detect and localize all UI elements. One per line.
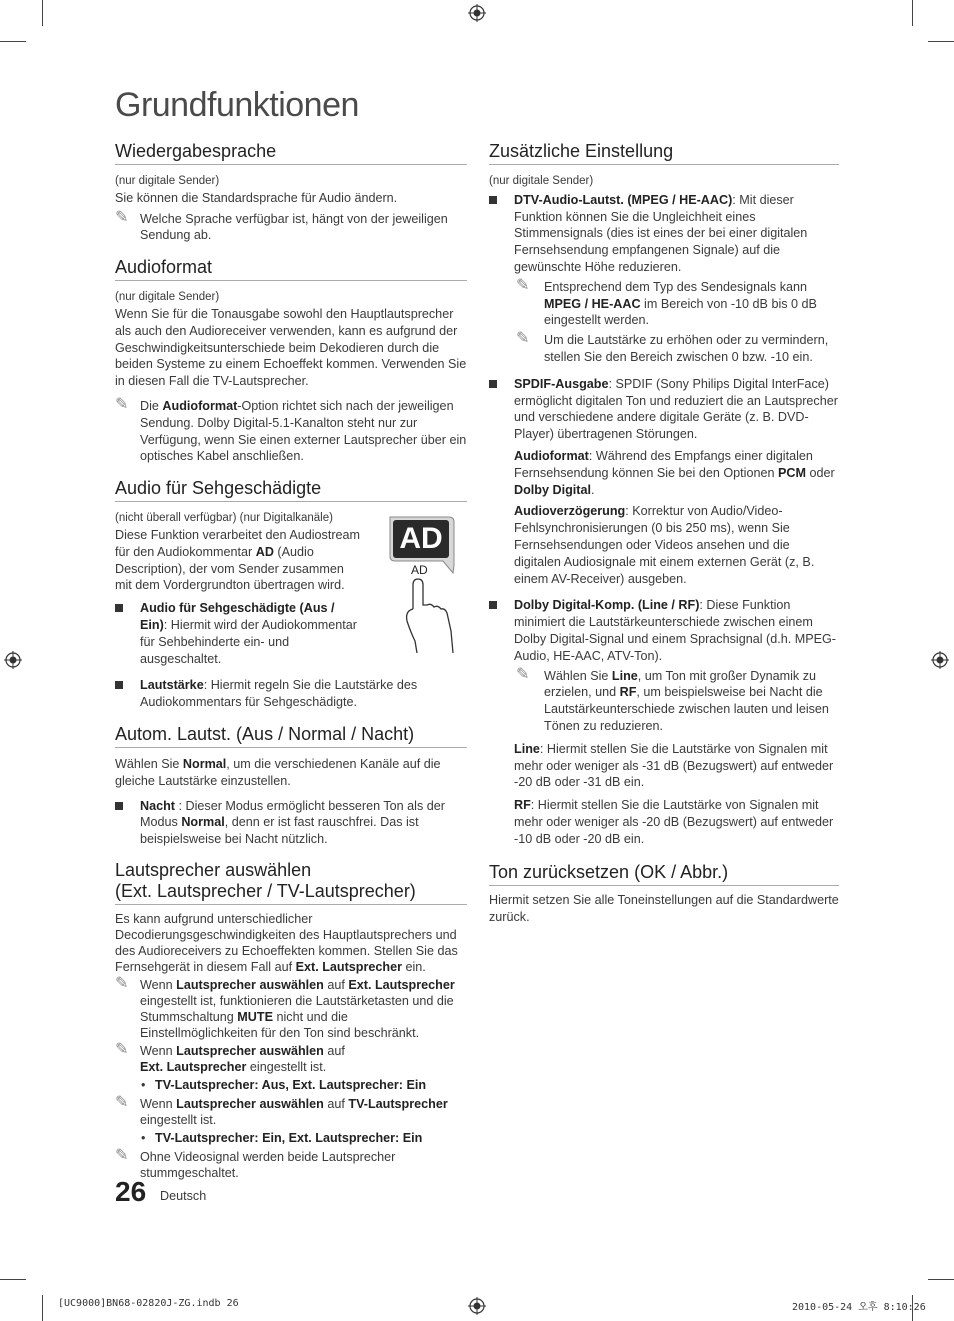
bullet-square-icon xyxy=(115,802,123,810)
note: ✎ Wenn Lautsprecher auswählen auf Ext. Lautsprecher eingestellt ist. xyxy=(115,1040,345,1074)
dot-item: • TV-Lautsprecher: Ein, Ext. Lautsprecher: Ein xyxy=(141,1130,423,1145)
bullet-item: Lautstärke: Hiermit regeln Sie die Lautstärke des Audiokommentars für Sehgeschädigte. xyxy=(115,677,467,711)
section-text: Wählen Sie Normal, um die verschiedenen Kanäle auf die gleiche Lautstärke einzustellen. xyxy=(115,756,441,788)
crop-mark xyxy=(912,0,913,26)
crop-mark xyxy=(928,1279,954,1280)
pencil-note-icon: ✎ xyxy=(115,1146,129,1164)
bullet-square-icon xyxy=(489,196,497,204)
pencil-note-icon: ✎ xyxy=(115,208,129,226)
crop-mark xyxy=(42,1295,43,1321)
note: ✎ Welche Sprache verfügbar ist, hängt von der jeweiligen Sendung ab. xyxy=(115,208,448,243)
section-heading: Autom. Lautst. (Aus / Normal / Nacht) xyxy=(115,723,467,748)
pencil-note-icon: ✎ xyxy=(516,665,530,683)
registration-mark-icon xyxy=(4,651,22,669)
ad-caption: AD xyxy=(411,563,428,578)
crop-mark xyxy=(0,1279,26,1280)
dot-item: • TV-Lautsprecher: Aus, Ext. Lautsprecher: Ein xyxy=(141,1077,427,1092)
pencil-note-icon: ✎ xyxy=(516,276,530,294)
print-footer-left: [UC9000]BN68-02820J-ZG.indb 26 xyxy=(58,1298,239,1309)
crop-mark xyxy=(928,41,954,42)
section-tag: (nicht überall verfügbar) (nur Digitalkanäle) xyxy=(115,512,333,525)
note: ✎ Die Audioformat-Option richtet sich nach der jeweiligen Sendung. Dolby Digital-5.1-Kanalton steht nur zur Verfügung, wenn Sie einen externer Lautsprecher über ein optisches Kabel anschließen. xyxy=(115,395,467,464)
section-audioformat xyxy=(115,256,467,465)
section-heading: Ton zurücksetzen (OK / Abbr.) xyxy=(489,861,839,886)
sub-paragraph: Line: Hiermit stellen Sie die Lautstärke von Signalen mit mehr oder weniger als -31 dB (Bezugswert) auf entweder -20 dB oder -31 dB ein. xyxy=(514,741,834,790)
section-heading: Wiedergabesprache xyxy=(115,140,467,165)
registration-mark-icon xyxy=(468,1297,486,1315)
bullet-item: Nacht : Dieser Modus ermöglicht besseren Ton als der Modus Normal, denn er ist fast rauschfrei. Das ist beispielsweise bei Nacht nützlich. xyxy=(115,798,467,848)
section-text: Hiermit setzen Sie alle Toneinstellungen auf die Standardwerte zurück. xyxy=(489,893,839,925)
pencil-note-icon: ✎ xyxy=(516,330,530,348)
section-tag: (nur digitale Sender) xyxy=(115,175,220,187)
section-heading: Audio für Sehgeschädigte xyxy=(115,477,467,502)
bullet-item: SPDIF-Ausgabe: SPDIF (Sony Philips Digital InterFace) ermöglicht digitalen Ton und reduziert die an Lautsprecher und verschiedene andere digitale Geräte (z. B. DVD-Player) übertragenen Störungen. xyxy=(489,376,839,443)
pencil-note-icon: ✎ xyxy=(115,974,129,992)
page-number: 26 xyxy=(115,1176,147,1207)
ad-logo-text: AD xyxy=(399,522,443,556)
note: ✎ Wenn Lautsprecher auswählen auf Ext. Lautsprecher eingestellt ist, funktionieren die Lautstärketasten und die Stummschaltung MUTE nicht und die Einstellmöglichkeiten für den Ton sind beschränkt. xyxy=(115,974,455,1040)
section-zusaetzliche-einstellung xyxy=(489,140,839,847)
right-column xyxy=(489,140,839,938)
bullet-item: Audio für Sehgeschädigte (Aus / Ein): Hiermit wird der Audiokommentar für Sehbehinderte ein- und ausgeschaltet. xyxy=(115,600,360,667)
section-heading: Zusätzliche Einstellung xyxy=(489,140,839,165)
sub-paragraph: Audioformat: Während des Empfangs einer digitalen Fernsehsendung können Sie bei den Optionen PCM oder Dolby Digital. xyxy=(514,448,835,497)
section-wiedergabesprache xyxy=(115,140,467,244)
section-text: Diese Funktion verarbeitet den Audiostream für den Audiokommentar AD (Audio Description), der vom Sender zusammen mit dem Vordergrundton übertragen wird. xyxy=(115,527,361,593)
section-text: Es kann aufgrund unterschiedlicher Decodierungsgeschwindigkeiten des Hauptlautsprechers und des Audioreceivers zu Echoeffekten kommen. Stellen Sie das Fernsehgerät in diesem Fall auf Ext. Lautsprecher ein. xyxy=(115,911,458,974)
section-tag: (nur digitale Sender) xyxy=(489,175,594,187)
section-heading: Audioformat xyxy=(115,256,467,281)
sub-note: ✎ Um die Lautstärke zu erhöhen oder zu vermindern, stellen Sie den Bereich zwischen 0 bzw. -10 ein. xyxy=(516,330,829,364)
pencil-note-icon: ✎ xyxy=(115,395,129,413)
bullet-square-icon xyxy=(489,601,497,609)
page-language: Deutsch xyxy=(160,1189,207,1203)
page-title: Grundfunktionen xyxy=(115,86,359,124)
bullet-dot-icon: • xyxy=(141,1130,146,1145)
bullet-item: Dolby Digital-Komp. (Line / RF): Diese Funktion minimiert die Lautstärkeunterschiede zwischen einem Dolby Digital-Signal und einem Sprachsignal (d.h. MPEG-Audio, HE-AAC, ATV-Ton). xyxy=(489,597,839,664)
ad-button-illustration xyxy=(387,513,467,653)
sub-note: ✎ Entsprechend dem Typ des Sendesignals kann MPEG / HE-AAC im Bereich von -10 dB bis 0 dB eingestellt werden. xyxy=(516,276,817,328)
section-text: Sie können die Standardsprache für Audio ändern. xyxy=(115,190,398,205)
section-audio-sehgeschaedigte xyxy=(115,477,467,711)
sub-note: ✎ Wählen Sie Line, um Ton mit großer Dynamik zu erzielen, und RF, um beispielsweise bei Nacht die Lautstärkeunterschiede zwischen lauten und leisen Tönen zu reduzieren. xyxy=(516,665,829,733)
crop-mark xyxy=(0,41,26,42)
section-ton-zuruecksetzen xyxy=(489,861,839,926)
bullet-square-icon xyxy=(115,681,123,689)
bullet-item: DTV-Audio-Lautst. (MPEG / HE-AAC): Mit dieser Funktion können Sie die Ungleichheit eines Stimmensignals (dies ist eines der bei einer digitalen Fernsehsendung empfangenen Signale) auf die gewünschte Höhe reduzieren. xyxy=(489,192,839,276)
bullet-square-icon xyxy=(489,380,497,388)
crop-mark xyxy=(42,0,43,26)
pencil-note-icon: ✎ xyxy=(115,1093,129,1111)
section-tag: (nur digitale Sender) xyxy=(115,291,220,304)
registration-mark-icon xyxy=(931,651,949,669)
section-autom-lautst xyxy=(115,723,467,848)
section-heading: Lautsprecher auswählen (Ext. Lautsprecher / TV-Lautsprecher) xyxy=(115,860,467,905)
left-column xyxy=(115,140,467,1193)
sub-paragraph: Audioverzögerung: Korrektur von Audio/Video-Fehlsynchronisierungen (0 bis 250 ms), wenn Sie Fernsehsendungen oder Videos ansehen und die digitalen Audiosignale mit einem externen Gerät (z, B. einem AV-Receiver) ausgeben. xyxy=(514,504,815,586)
note: ✎ Ohne Videosignal werden beide Lautsprecher stummgeschaltet. xyxy=(115,1146,396,1180)
bullet-dot-icon: • xyxy=(141,1077,146,1092)
section-text: Wenn Sie für die Tonausgabe sowohl den Hauptlautsprecher als auch den Audioreceiver verwenden, kann es aufgrund der Geschwindigkeitsunterschiede beim Dekodieren durch die beiden Systeme zu einem Echoeffekt kommen. Verwenden Sie in diesen Fall die TV-Lautsprecher. xyxy=(115,306,467,389)
note: ✎ Wenn Lautsprecher auswählen auf TV-Lautsprecher eingestellt ist. xyxy=(115,1093,448,1127)
registration-mark-icon xyxy=(468,4,486,22)
pencil-note-icon: ✎ xyxy=(115,1040,129,1058)
section-lautsprecher xyxy=(115,860,467,1181)
sub-paragraph: RF: Hiermit stellen Sie die Lautstärke von Signalen mit mehr oder weniger als -20 dB (Bezugswert) auf entweder -10 dB oder -20 dB ein. xyxy=(514,798,834,846)
print-footer-right: 2010-05-24 오후 8:10:26 xyxy=(792,1302,926,1313)
bullet-square-icon xyxy=(115,604,123,612)
